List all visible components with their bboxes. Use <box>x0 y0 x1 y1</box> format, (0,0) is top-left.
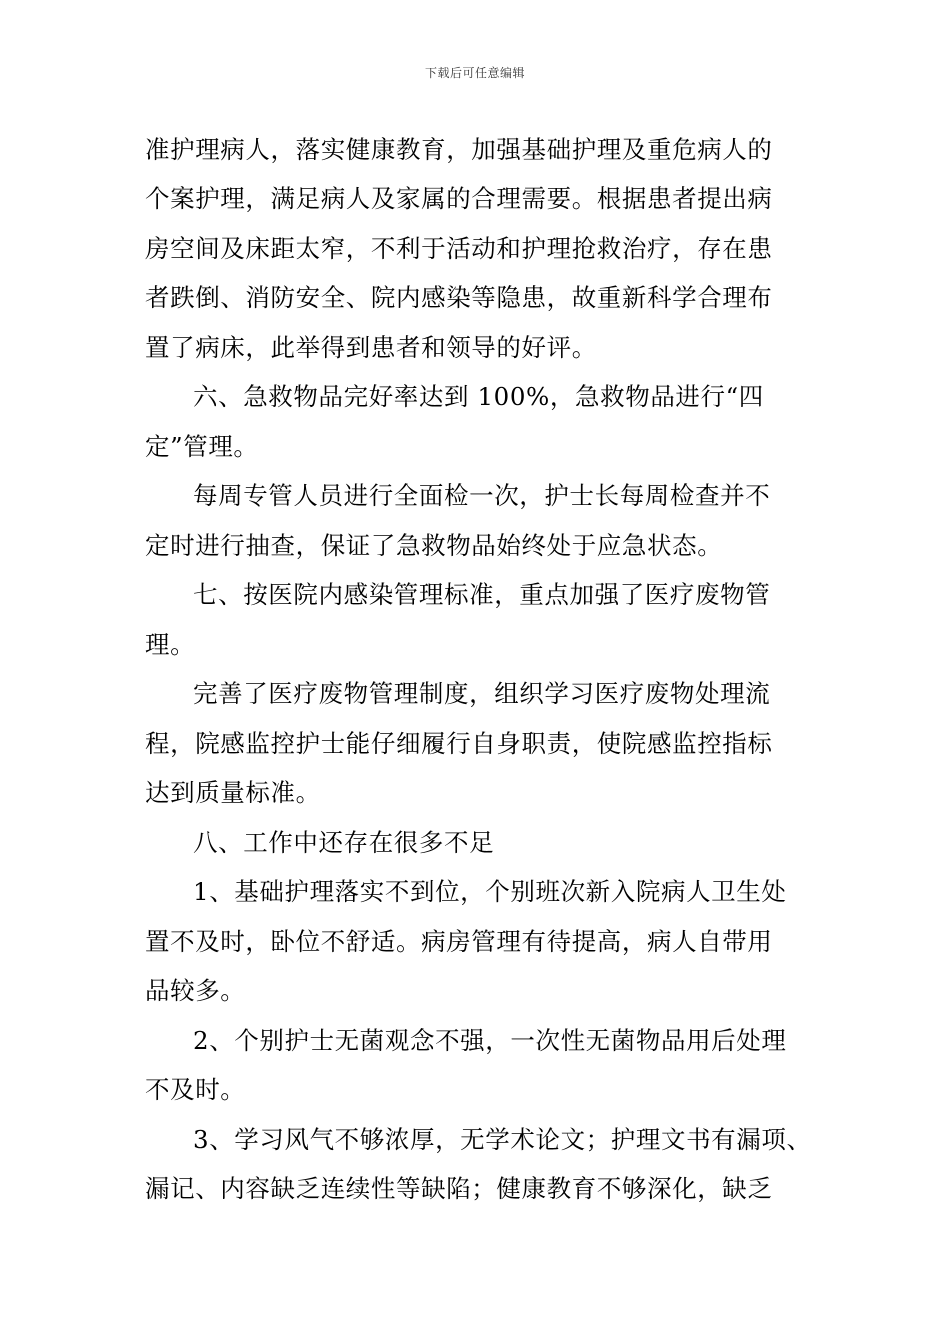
text-line: 个案护理，满足病人及家属的合理需要。根据患者提出病 <box>145 184 773 213</box>
text-line: 房空间及床距太窄，不利于活动和护理抢救治疗，存在患 <box>145 234 773 263</box>
paragraph-start: 完善了医疗废物管理制度，组织学习医疗废物处理流 <box>193 679 771 708</box>
text-line: 置了病床，此举得到患者和领导的好评。 <box>145 333 597 362</box>
text-line: 理。 <box>145 630 196 659</box>
text-line: 准护理病人，落实健康教育，加强基础护理及重危病人的 <box>145 135 773 164</box>
section-heading-6: 六、急救物品完好率达到 100%，急救物品进行“四 <box>193 382 764 411</box>
text-line: 品较多。 <box>145 976 246 1005</box>
text-line: 定”管理。 <box>145 432 259 461</box>
text-line: 漏记、内容缺乏连续性等缺陷；健康教育不够深化，缺乏 <box>145 1174 773 1203</box>
list-item-1: 1、基础护理落实不到位，个别班次新入院病人卫生处 <box>193 877 787 906</box>
list-item-3: 3、学习风气不够浓厚，无学术论文；护理文书有漏项、 <box>193 1125 812 1154</box>
text-line: 定时进行抽查，保证了急救物品始终处于应急状态。 <box>145 531 723 560</box>
text-line: 置不及时，卧位不舒适。病房管理有待提高，病人自带用 <box>145 927 773 956</box>
text-line: 程，院感监控护士能仔细履行自身职责，使院感监控指标 <box>145 729 773 758</box>
section-heading-7: 七、按医院内感染管理标准，重点加强了医疗废物管 <box>193 580 771 609</box>
paragraph-start: 每周专管人员进行全面检一次，护士长每周检查并不 <box>193 481 771 510</box>
text-line: 达到质量标准。 <box>145 778 321 807</box>
text-line: 不及时。 <box>145 1075 246 1104</box>
header-note: 下载后可任意编辑 <box>424 66 525 80</box>
section-heading-8: 八、工作中还存在很多不足 <box>193 828 495 857</box>
text-line: 者跌倒、消防安全、院内感染等隐患，故重新科学合理布 <box>145 283 773 312</box>
list-item-2: 2、个别护士无菌观念不强，一次性无菌物品用后处理 <box>193 1026 787 1055</box>
